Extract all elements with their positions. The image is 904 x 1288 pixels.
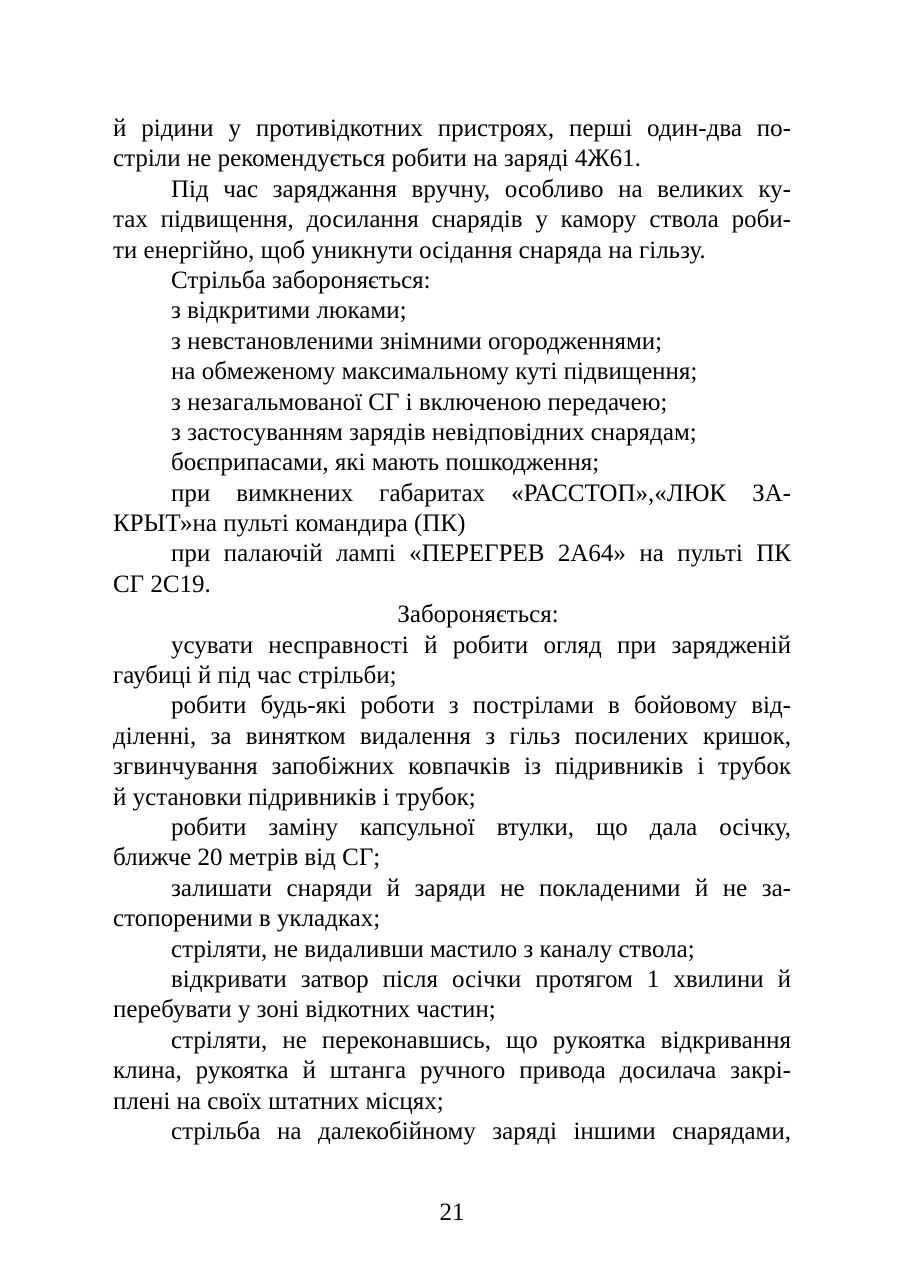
- text-line: при палаючій лампі «ПЕРЕГРЕВ 2А64» на пульті ПК: [171, 540, 791, 568]
- text-line: стрільба на далекобійному заряді іншими снарядами,: [171, 1117, 791, 1145]
- text-line: стріли не рекомендується робити на заряді 4Ж61.: [113, 145, 641, 173]
- page-body: [113, 114, 791, 1147]
- text-line: КРЫТ»на пульті командира (ПК): [113, 510, 466, 538]
- text-line: й установки підривників і трубок;: [113, 783, 476, 811]
- text-line: згвинчування запобіжних ковпачків із підривників і трубок: [113, 753, 791, 781]
- text-line: з застосуванням зарядів невідповідних снарядам;: [171, 418, 697, 446]
- text-line: тах підвищення, досилання снарядів у камору ствола роби-: [113, 206, 791, 234]
- text-line: й рідини у противідкотних пристроях, перші один-два по-: [113, 115, 791, 142]
- text-line: Стрільба забороняється:: [171, 266, 431, 294]
- text-line: Під час заряджання вручну, особливо на великих ку-: [171, 175, 791, 203]
- text-line: з невстановленими знімними огородженнями;: [171, 327, 663, 355]
- text-line: СГ 2С19.: [113, 570, 211, 598]
- text-line: відкривати затвор після осічки протягом 1 хвилини й: [171, 965, 791, 993]
- text-line: робити заміну капсульної втулки, що дала осічку,: [171, 813, 791, 841]
- text-line: діленні, за винятком видалення з гільз посилених кришок,: [113, 722, 791, 750]
- text-line: залишати снаряди й заряди не покладеними й не за-: [171, 874, 791, 902]
- page-number: 21: [439, 1199, 465, 1226]
- section-heading: Забороняється:: [397, 601, 559, 629]
- text-line: при вимкнених габаритах «РАССТОП»,«ЛЮК ЗА-: [171, 479, 791, 507]
- text-line: з незагальмованої СГ і включеною передачею;: [171, 388, 668, 416]
- text-line: стріляти, не видаливши мастило з каналу ствола;: [171, 935, 695, 963]
- text-line: ти енергійно, щоб уникнути осідання снаряда на гільзу.: [113, 236, 706, 264]
- text-line: стріляти, не переконавшись, що рукоятка відкривання: [171, 1026, 791, 1054]
- text-line: з відкритими люками;: [171, 297, 407, 325]
- text-line: ближче 20 метрів від СГ;: [113, 844, 381, 872]
- text-line: усувати несправності й робити огляд при зарядженій: [171, 631, 791, 659]
- text-line: клина, рукоятка й штанга ручного привода досилача закрі-: [113, 1057, 791, 1085]
- text-line: плені на своїх штатних місцях;: [113, 1087, 444, 1115]
- text-line: перебувати у зоні відкотних частин;: [113, 996, 496, 1024]
- text-line: боєприпасами, які мають пошкодження;: [171, 449, 600, 477]
- text-line: стопореними в укладках;: [113, 905, 381, 933]
- text-line: на обмеженому максимальному куті підвищення;: [171, 358, 698, 386]
- text-line: гаубиці й під час стрільби;: [113, 662, 397, 690]
- text-line: робити будь-які роботи з пострілами в бойовому від-: [171, 692, 791, 720]
